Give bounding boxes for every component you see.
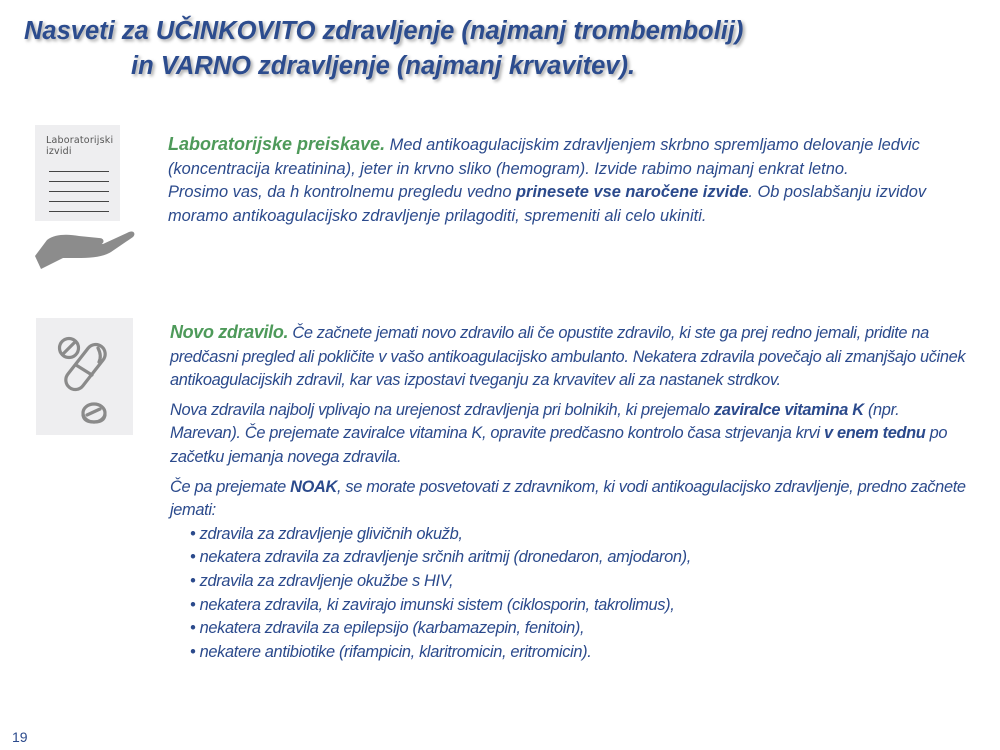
lab-tests-text: Med antikoagulacijskim zdravljenjem skrbno spremljamo delovanje ledvic (koncentracija kreatinina), jeter in krvno sliko (hemogram). Izvide rabimo najmanj enkrat letno.	[168, 136, 920, 178]
new-drug-text: Če pa prejemate	[170, 477, 291, 496]
pills-icon-box	[36, 318, 133, 435]
lab-tests-text: . Ob poslabšanju izvidov moramo antikoagulacijsko zdravljenje prilagoditi, spremeniti ali celo ukiniti.	[168, 183, 927, 225]
lab-tests-text: Prosimo vas, da h kontrolnemu pregledu vedno	[168, 183, 517, 202]
lab-tests-section	[168, 133, 968, 228]
lab-document-label	[46, 135, 113, 157]
new-drug-emphasis: zaviralce vitamina K	[714, 400, 864, 419]
new-drug-text: , se morate posvetovati z zdravnikom, ki vodi antikoagulacijsko zdravljenje, predno začnete jemati:	[170, 477, 966, 520]
new-drug-text: Če začnete jemati novo zdravilo ali če opustite zdravilo, ki ste ga prej redno jemali, pridite na predčasni pregled ali pokličite v vašo antikoagulacijsko ambulanto. Nekatera zdravila povečajo ali zmanjšajo učinek antikoagulacijskih zdravil, kar vas izpostavi tveganju za krvavitev ali za nastanek strdkov.	[170, 324, 966, 390]
new-drug-text: (npr. Marevan). Če prejemate zaviralce vitamina K, opravite predčasno kontrolo časa strjevanja krvi	[170, 400, 900, 443]
document-line	[49, 181, 109, 182]
lab-label-line-2: izvidi	[46, 146, 72, 157]
drug-list	[170, 523, 970, 665]
lab-tests-emphasis: prinesete vse naročene izvide	[516, 183, 749, 202]
list-item: • zdravila za zdravljenje okužbe s HIV,	[190, 570, 970, 594]
new-drug-paragraph-1	[170, 321, 970, 393]
document-line	[49, 171, 109, 172]
new-drug-heading: Novo zdravilo.	[170, 322, 289, 342]
new-drug-paragraph-2	[170, 399, 970, 470]
new-drug-text: po začetku jemanja novega zdravila.	[170, 424, 948, 466]
lab-tests-paragraph-2	[168, 181, 968, 228]
document-line	[49, 191, 109, 192]
list-item: • nekatere antibiotike (rifampicin, klaritromicin, eritromicin).	[190, 641, 970, 665]
new-drug-emphasis: v enem tednu	[824, 424, 926, 443]
list-item: • nekatera zdravila za epilepsijo (karbamazepin, fenitoin),	[190, 617, 970, 641]
list-item: • nekatera zdravila, ki zavirajo imunski sistem (ciklosporin, takrolimus),	[190, 594, 970, 618]
document-line	[49, 201, 109, 202]
new-drug-emphasis: NOAK	[290, 477, 338, 496]
page-number: 19	[12, 729, 28, 745]
title-line-2: in VARNO zdravljenje (najmanj krvavitev).	[131, 52, 636, 80]
lab-tests-paragraph-1	[168, 133, 968, 181]
lab-label-line-1: Laboratorijski	[46, 135, 114, 146]
document-line	[49, 211, 109, 212]
new-drug-paragraph-3	[170, 476, 970, 523]
list-item: • nekatera zdravila za zdravljenje srčnih aritmij (dronedaron, amjodaron),	[190, 546, 970, 570]
new-drug-text: Nova zdravila najbolj vplivajo na urejenost zdravljenja pri bolnikih, ki prejemalo	[170, 400, 715, 419]
hand-icon	[33, 226, 137, 270]
new-drug-section	[170, 321, 970, 664]
title-line-1: Nasveti za UČINKOVITO zdravljenje (najmanj trombembolij)	[24, 17, 744, 45]
lab-tests-heading: Laboratorijske preiskave.	[168, 134, 386, 154]
list-item: • zdravila za zdravljenje glivičnih okužb,	[190, 523, 970, 547]
pills-icon	[36, 318, 133, 435]
lab-results-document-icon	[35, 125, 120, 221]
